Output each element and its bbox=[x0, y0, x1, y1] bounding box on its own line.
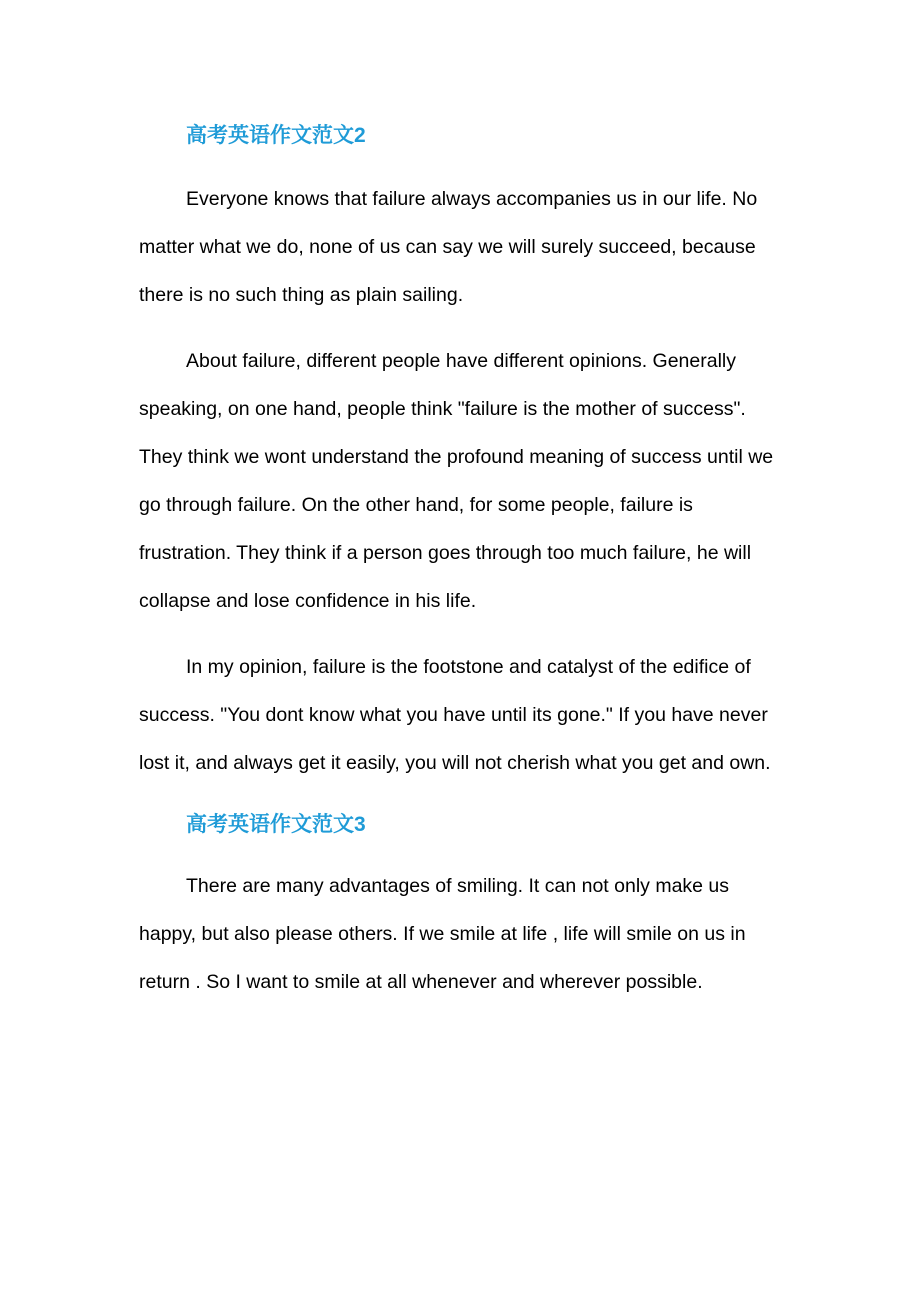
heading-text: 高考英语作文范文 bbox=[186, 122, 354, 147]
paragraph: There are many advantages of smiling. It can not only make us happy, but also please others. If we smile at life , life will smile on us in return . So I want to smile at all whenever and wherever possible. bbox=[139, 875, 746, 993]
section-heading-3 bbox=[139, 809, 789, 840]
section-heading-2 bbox=[139, 120, 789, 151]
paragraph: Everyone knows that failure always accompanies us in our life. No matter what we do, none of us can say we will surely succeed, because there is no such thing as plain sailing. bbox=[139, 188, 758, 306]
heading-number: 3 bbox=[354, 813, 366, 836]
document-page bbox=[139, 100, 789, 1006]
heading-text: 高考英语作文范文 bbox=[186, 811, 354, 836]
heading-number: 2 bbox=[354, 124, 366, 147]
paragraph: About failure, different people have different opinions. Generally speaking, on one hand, people think "failure is the mother of success". They think we wont understand the profound meaning of success until we go through failure. On the other hand, for some people, failure is frustration. They think if a person goes through too much failure, he will collapse and lose confidence in his life. bbox=[139, 350, 774, 612]
paragraph: In my opinion, failure is the footstone and catalyst of the edifice of success. "You dont know what you have until its gone." If you have never lost it, and always get it easily, you will not cherish what you get and own. bbox=[139, 656, 771, 774]
